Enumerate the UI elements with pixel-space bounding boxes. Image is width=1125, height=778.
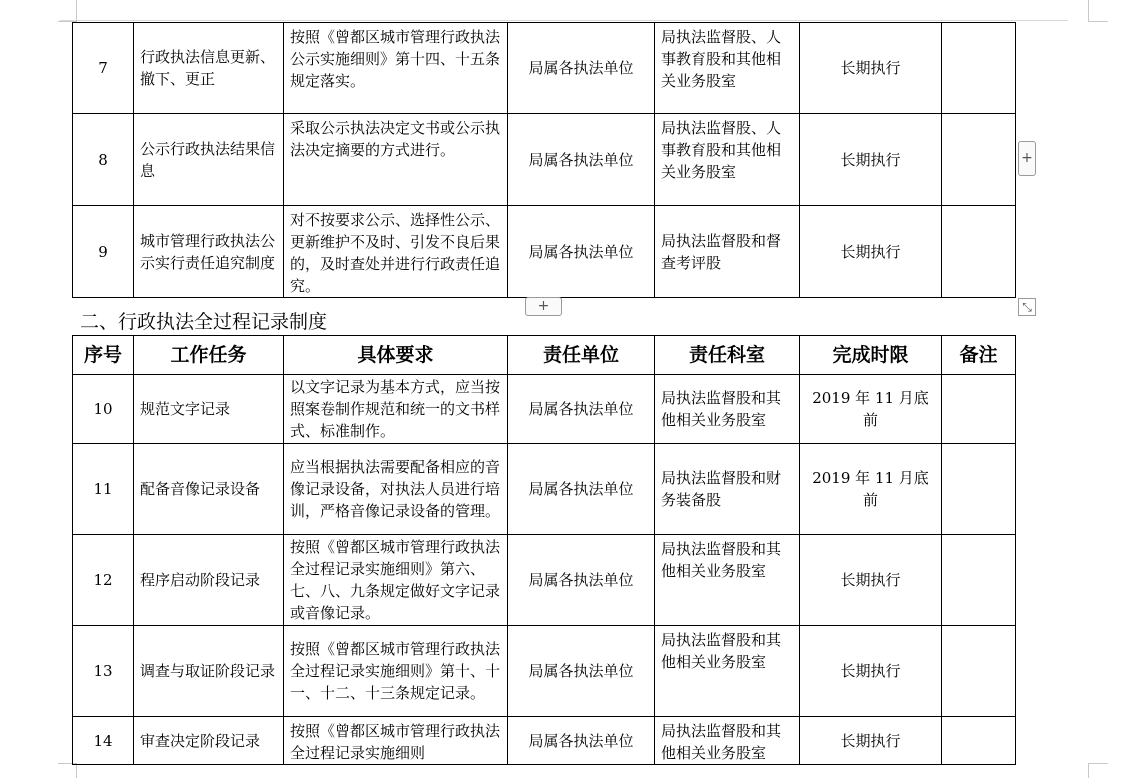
requirement-cell[interactable]: 按照《曾都区城市管理行政执法全过程记录实施细则》第十、十一、十二、十三条规定记录。 <box>284 626 508 717</box>
table-row <box>73 23 1016 114</box>
table-header-row <box>73 336 1016 375</box>
task-cell[interactable]: 行政执法信息更新、撤下、更正 <box>134 23 284 114</box>
header-requirement: 具体要求 <box>284 336 508 375</box>
page-top-edge <box>60 20 1068 21</box>
deadline-cell[interactable]: 长期执行 <box>800 206 942 298</box>
unit-cell[interactable]: 局属各执法单位 <box>508 206 655 298</box>
dept-cell[interactable]: 局执法监督股和其他相关业务股室 <box>655 375 800 444</box>
seq-cell[interactable]: 10 <box>73 375 134 444</box>
table-resize-handle[interactable]: ⤡ <box>1018 298 1036 316</box>
header-seq: 序号 <box>73 336 134 375</box>
unit-cell[interactable]: 局属各执法单位 <box>508 444 655 535</box>
table-row <box>73 206 1016 298</box>
remark-cell[interactable] <box>942 444 1016 535</box>
task-cell[interactable]: 调查与取证阶段记录 <box>134 626 284 717</box>
page-corner-mark <box>76 0 77 22</box>
dept-cell[interactable]: 局执法监督股和其他相关业务股室 <box>655 626 800 717</box>
table-row <box>73 717 1016 765</box>
header-remark: 备注 <box>942 336 1016 375</box>
add-column-button[interactable]: + <box>525 297 562 316</box>
header-deadline: 完成时限 <box>800 336 942 375</box>
task-table <box>72 335 1016 765</box>
page-corner-mark <box>76 763 77 778</box>
unit-cell[interactable]: 局属各执法单位 <box>508 626 655 717</box>
deadline-cell[interactable]: 长期执行 <box>800 114 942 206</box>
table-row <box>73 444 1016 535</box>
dept-cell[interactable]: 局执法监督股、人事教育股和其他相关业务股室 <box>655 114 800 206</box>
table-row <box>73 114 1016 206</box>
page-corner-mark <box>1088 21 1108 22</box>
task-cell[interactable]: 程序启动阶段记录 <box>134 535 284 626</box>
page-corner-mark <box>1088 0 1089 22</box>
seq-cell[interactable]: 11 <box>73 444 134 535</box>
page-corner-mark <box>1088 763 1089 778</box>
unit-cell[interactable]: 局属各执法单位 <box>508 535 655 626</box>
dept-cell[interactable]: 局执法监督股和其他相关业务股室 <box>655 535 800 626</box>
seq-cell[interactable]: 9 <box>73 206 134 298</box>
remark-cell[interactable] <box>942 626 1016 717</box>
dept-cell[interactable]: 局执法监督股、人事教育股和其他相关业务股室 <box>655 23 800 114</box>
section-heading: 二、行政执法全过程记录制度 <box>80 311 328 333</box>
add-row-button[interactable]: + <box>1018 141 1036 176</box>
deadline-cell[interactable]: 2019 年 11 月底前 <box>800 444 942 535</box>
remark-cell[interactable] <box>942 114 1016 206</box>
deadline-cell[interactable]: 长期执行 <box>800 23 942 114</box>
table-row <box>73 535 1016 626</box>
table-row <box>73 626 1016 717</box>
deadline-cell[interactable]: 长期执行 <box>800 717 942 765</box>
requirement-cell[interactable]: 按照《曾都区城市管理行政执法公示实施细则》第十四、十五条规定落实。 <box>284 23 508 114</box>
seq-cell[interactable]: 12 <box>73 535 134 626</box>
seq-cell[interactable]: 8 <box>73 114 134 206</box>
task-table-continued <box>72 22 1016 298</box>
unit-cell[interactable]: 局属各执法单位 <box>508 114 655 206</box>
deadline-cell[interactable]: 长期执行 <box>800 626 942 717</box>
requirement-cell[interactable]: 按照《曾都区城市管理行政执法全过程记录实施细则》第六、七、八、九条规定做好文字记录或音像记录。 <box>284 535 508 626</box>
remark-cell[interactable] <box>942 535 1016 626</box>
unit-cell[interactable]: 局属各执法单位 <box>508 23 655 114</box>
requirement-cell[interactable]: 采取公示执法决定文书或公示执法决定摘要的方式进行。 <box>284 114 508 206</box>
requirement-cell[interactable]: 应当根据执法需要配备相应的音像记录设备，对执法人员进行培训，严格音像记录设备的管理。 <box>284 444 508 535</box>
remark-cell[interactable] <box>942 717 1016 765</box>
task-cell[interactable]: 公示行政执法结果信息 <box>134 114 284 206</box>
deadline-cell[interactable]: 2019 年 11 月底前 <box>800 375 942 444</box>
unit-cell[interactable]: 局属各执法单位 <box>508 717 655 765</box>
header-unit: 责任单位 <box>508 336 655 375</box>
remark-cell[interactable] <box>942 206 1016 298</box>
remark-cell[interactable] <box>942 375 1016 444</box>
requirement-cell[interactable]: 以文字记录为基本方式，应当按照案卷制作规范和统一的文书样式、标准制作。 <box>284 375 508 444</box>
dept-cell[interactable]: 局执法监督股和其他相关业务股室 <box>655 717 800 765</box>
header-dept: 责任科室 <box>655 336 800 375</box>
dept-cell[interactable]: 局执法监督股和督查考评股 <box>655 206 800 298</box>
requirement-cell[interactable]: 对不按要求公示、选择性公示、更新维护不及时、引发不良后果的，及时查处并进行行政责任追究。 <box>284 206 508 298</box>
seq-cell[interactable]: 13 <box>73 626 134 717</box>
header-task: 工作任务 <box>134 336 284 375</box>
page-corner-mark <box>1088 763 1108 764</box>
remark-cell[interactable] <box>942 23 1016 114</box>
dept-cell[interactable]: 局执法监督股和财务装备股 <box>655 444 800 535</box>
seq-cell[interactable]: 7 <box>73 23 134 114</box>
table-row <box>73 375 1016 444</box>
unit-cell[interactable]: 局属各执法单位 <box>508 375 655 444</box>
task-cell[interactable]: 城市管理行政执法公示实行责任追究制度 <box>134 206 284 298</box>
requirement-cell[interactable]: 按照《曾都区城市管理行政执法全过程记录实施细则 <box>284 717 508 765</box>
task-cell[interactable]: 审查决定阶段记录 <box>134 717 284 765</box>
seq-cell[interactable]: 14 <box>73 717 134 765</box>
task-cell[interactable]: 配备音像记录设备 <box>134 444 284 535</box>
task-cell[interactable]: 规范文字记录 <box>134 375 284 444</box>
deadline-cell[interactable]: 长期执行 <box>800 535 942 626</box>
